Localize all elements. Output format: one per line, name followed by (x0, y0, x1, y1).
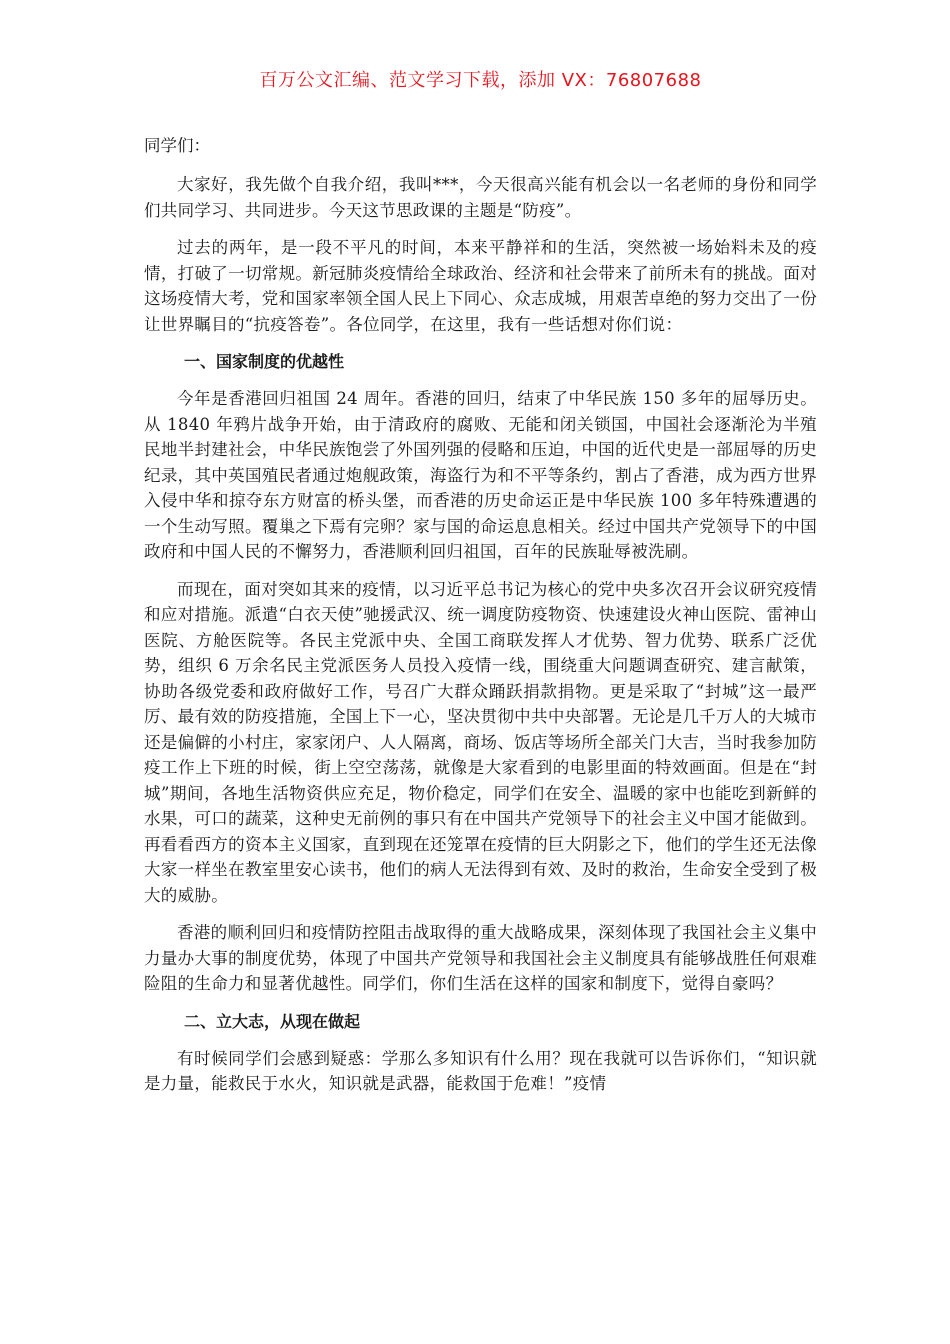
body-paragraph: 今年是香港回归祖国 24 周年。香港的回归，结束了中华民族 150 多年的屈辱历史。从 1840 年鸦片战争开始，由于清政府的腐败、无能和闭关锁国，中国社会逐渐沦为半殖民地半封建社会，中华民族饱尝了外国列强的侵略和压迫，中国的近代史是一部屈辱的历史纪录，其中英国殖民者通过炮舰政策，海盗行为和不平等条约，割占了香港，成为西方世界入侵中华和掠夺东方财富的桥头堡，而香港的历史命运正是中华民族 100 多年特殊遭遇的一个生动写照。覆巢之下焉有完卵？家与国的命运息息相关。经过中国共产党领导下的中国政府和中国人民的不懈努力，香港顺利回归祖国，百年的民族耻辱被洗刷。 (144, 389, 817, 561)
body-paragraph: 有时候同学们会感到疑惑：学那么多知识有什么用？现在我就可以告诉你们，“知识就是力量，能救民于水火，知识就是武器，能救国于危难！”疫情 (144, 1048, 817, 1093)
section-heading: 一、国家制度的优越性 (184, 352, 345, 371)
body-paragraph: 而现在，面对突如其来的疫情，以习近平总书记为核心的党中央多次召开会议研究疫情和应对措施。派遣“白衣天使”驰援武汉、统一调度防疫物资、快速建设火神山医院、雷神山医院、方舱医院等。各民主党派中央、全国工商联发挥人才优势、智力优势、联系广泛优势，组织 6 万余名民主党派医务人员投入疫情一线，围绕重大问题调查研究、建言献策，协助各级党委和政府做好工作，号召广大群众踊跃捐款捐物。更是采取了“封城”这一最严厉、最有效的防疫措施，全国上下一心，坚决贯彻中共中央部署。无论是几千万人的大城市还是偏僻的小村庄，家家闭户、人人隔离，商场、饭店等场所全部关门大吉，当时我参加防疫工作上下班的时候，街上空空荡荡，就像是大家看到的电影里面的特效画面。但是在“封城”期间，各地生活物资供应充足，物价稳定，同学们在安全、温暖的家中也能吃到新鲜的水果，可口的蔬菜，这种史无前例的事只有在中国共产党领导下的社会主义中国才能做到。再看看西方的资本主义国家，直到现在还笼罩在疫情的巨大阴影之下，他们的学生还无法像大家一样坐在教室里安心读书，他们的病人无法得到有效、及时的救治，生命安全受到了极大的威胁。 (144, 579, 817, 905)
section-heading: 二、立大志，从现在做起 (184, 1011, 361, 1031)
body-paragraph: 香港的顺利回归和疫情防控阻击战取得的重大战略成果，深刻体现了我国社会主义集中力量办大事的制度优势，体现了中国共产党领导和我国社会主义制度具有能够战胜任何艰难险阻的生命力和显著优越性。同学们，你们生活在这样的国家和制度下，觉得自豪吗？ (144, 923, 817, 993)
header-banner: 百万公文汇编、范文学习下载，添加 VX：76807688 (259, 70, 702, 91)
salutation: 同学们： (144, 136, 210, 155)
intro-paragraph: 大家好，我先做个自我介绍，我叫***，今天很高兴能有机会以一名老师的身份和同学们共同学习、共同进步。今天这节思政课的主题是“防疫”。 (144, 175, 817, 220)
intro-paragraph: 过去的两年，是一段不平凡的时间，本来平静祥和的生活，突然被一场始料未及的疫情，打破了一切常规。新冠肺炎疫情给全球政治、经济和社会带来了前所未有的挑战。面对这场疫情大考，党和国家率领全国人民上下同心、众志成城，用艰苦卓绝的努力交出了一份让世界瞩目的“抗疫答卷”。各位同学，在这里，我有一些话想对你们说： (144, 238, 817, 334)
